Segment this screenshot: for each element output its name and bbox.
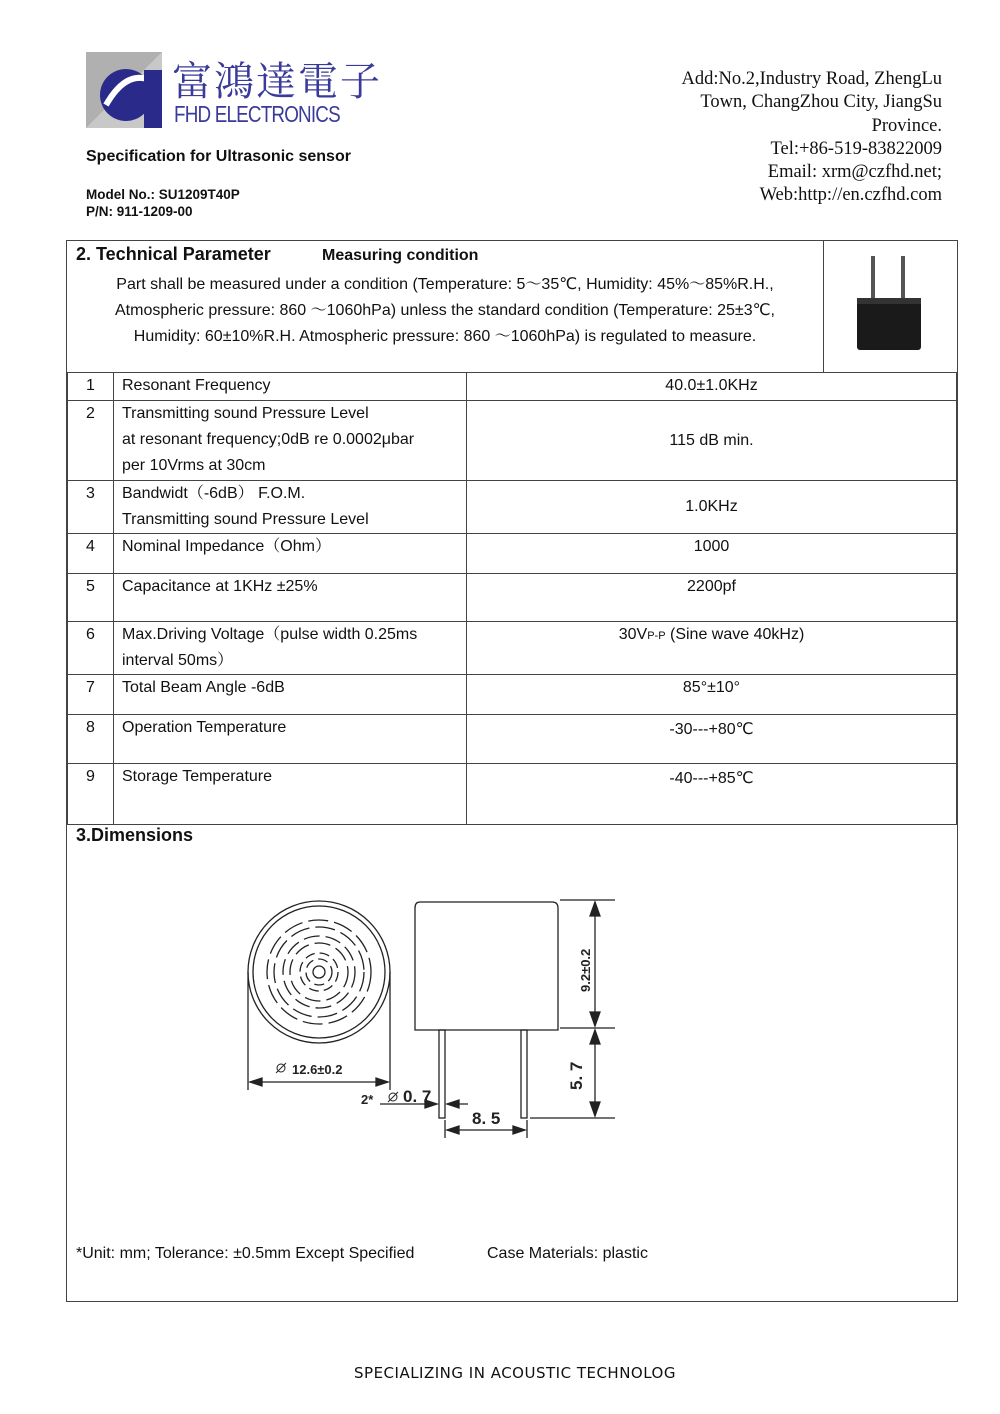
row-number: 7: [68, 675, 114, 715]
table-row: [68, 534, 957, 574]
parameter-value: 115 dB min.: [467, 401, 957, 481]
parameter-name: Operation Temperature: [114, 715, 467, 764]
pin-spacing-label: 8. 5: [472, 1109, 501, 1128]
parameter-value: -40---+85℃: [467, 764, 957, 825]
table-row: [68, 574, 957, 622]
row-number: 8: [68, 715, 114, 764]
address-line: Town, ChangZhou City, JiangSu: [700, 92, 942, 113]
parameter-value: 2200pf: [467, 574, 957, 622]
row-number: 3: [68, 481, 114, 534]
parameter-name: Max.Driving Voltage（pulse width 0.25ms interval 50ms）: [114, 622, 467, 675]
parameter-value: 40.0±1.0KHz: [467, 373, 957, 401]
brand-chinese-name: 富鴻達電子: [172, 59, 382, 105]
model-number: Model No.: SU1209T40P: [86, 187, 240, 202]
pin-count-label: 2*: [361, 1092, 374, 1107]
sensor-photo: [850, 252, 930, 352]
parameter-name: Total Beam Angle -6dB: [114, 675, 467, 715]
row-number: 6: [68, 622, 114, 675]
address-line: Province.: [871, 115, 942, 136]
parameter-name: Transmitting sound Pressure Level at resonant frequency;0dB re 0.0002μbar per 10Vrms at 30cm: [114, 401, 467, 481]
table-row: [68, 675, 957, 715]
address-line: Add:No.2,Industry Road, ZhengLu: [681, 69, 942, 89]
parameter-value: 30VP-P (Sine wave 40kHz): [467, 622, 957, 675]
row-number: 9: [68, 764, 114, 825]
model-info: [86, 186, 240, 220]
parameter-name: Storage Temperature: [114, 764, 467, 825]
unit-tolerance-note: *Unit: mm; Tolerance: ±0.5mm Except Specified: [76, 1245, 415, 1262]
table-row: [68, 764, 957, 825]
parameter-value: -30---+80℃: [467, 715, 957, 764]
dimension-drawing: [240, 890, 640, 1140]
telephone: Tel:+86-519-83822009: [770, 138, 942, 159]
diameter-label: 12.6±0.2: [292, 1062, 343, 1077]
table-row: [68, 481, 957, 534]
parameter-value: 1000: [467, 534, 957, 574]
footer-tagline: SPECIALIZING IN ACOUSTIC TECHNOLOG: [354, 1364, 676, 1382]
photo-divider: [823, 241, 824, 372]
condition-text-line: Atmospheric pressure: 860 ～1060hPa) unless the standard condition (Temperature: 25±3℃,: [115, 302, 775, 319]
measuring-condition-heading: Measuring condition: [322, 247, 479, 264]
email: Email: xrm@czfhd.net;: [767, 162, 942, 183]
row-number: 5: [68, 574, 114, 622]
lead-length-label: 5. 7: [567, 1061, 586, 1090]
parameter-name: Resonant Frequency: [114, 373, 467, 401]
front-diameter-label: [276, 1062, 343, 1077]
parameter-name: Bandwidt（-6dB） F.O.M. Transmitting sound Pressure Level: [114, 481, 467, 534]
parameter-name: Nominal Impedance（Ohm）: [114, 534, 467, 574]
pin-diameter-label: 0. 7: [403, 1087, 432, 1106]
part-number: P/N: 911-1209-00: [86, 204, 193, 219]
row-number: 2: [68, 401, 114, 481]
table-row: [68, 715, 957, 764]
row-number: 1: [68, 373, 114, 401]
height-label: 9.2±0.2: [578, 948, 593, 992]
fhd-logo-icon: [84, 50, 164, 130]
document-title: Specification for Ultrasonic sensor: [86, 148, 351, 165]
dimensions-heading: 3.Dimensions: [76, 825, 194, 845]
table-row: [68, 401, 957, 481]
website: Web:http://en.czfhd.com: [759, 185, 942, 206]
table-row: [68, 622, 957, 675]
case-material-note: Case Materials: plastic: [487, 1245, 648, 1262]
table-row: [68, 373, 957, 401]
company-address: [622, 68, 942, 208]
parameter-name: Capacitance at 1KHz ±25%: [114, 574, 467, 622]
technical-parameter-heading: 2. Technical Parameter: [76, 244, 271, 264]
brand-english-name: FHD ELECTRONICS: [174, 101, 340, 127]
parameter-table: [67, 372, 957, 825]
row-number: 4: [68, 534, 114, 574]
parameter-value: 1.0KHz: [467, 481, 957, 534]
parameter-value: 85°±10°: [467, 675, 957, 715]
condition-text-line: Part shall be measured under a condition (Temperature: 5～35℃, Humidity: 45%～85%R.H.,: [116, 276, 774, 293]
pin-diameter-icon: [388, 1092, 398, 1102]
condition-text-line: Humidity: 60±10%R.H. Atmospheric pressure: 860 ～1060hPa) is regulated to measure.: [133, 328, 757, 345]
